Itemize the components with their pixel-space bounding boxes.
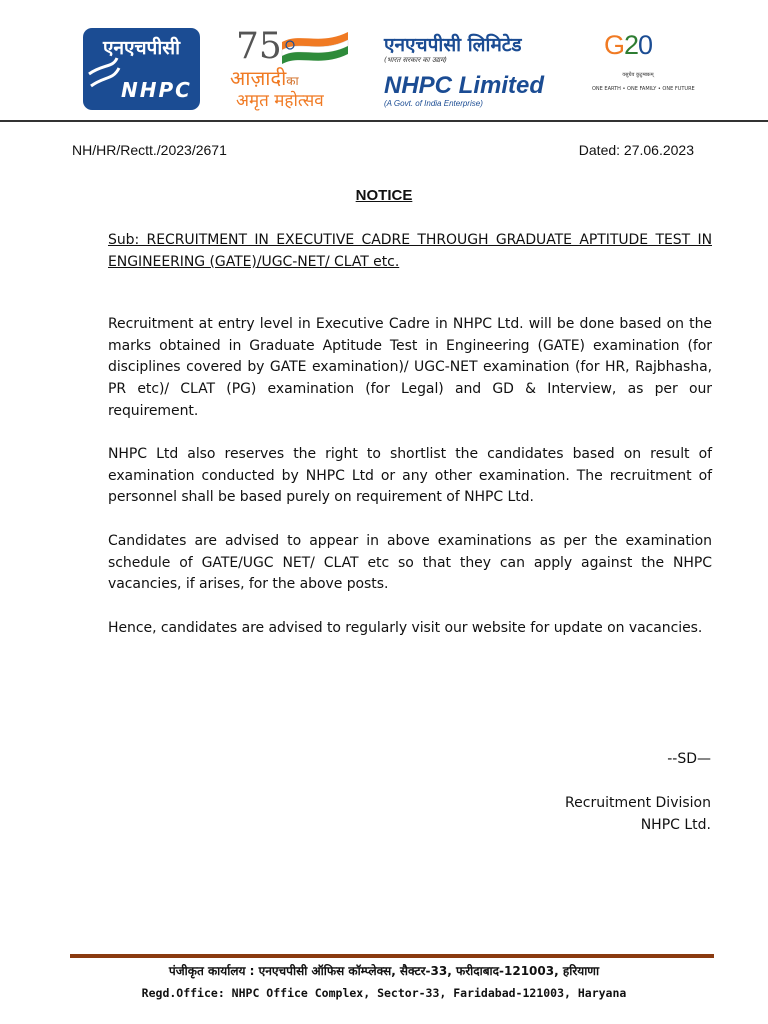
logo-75-number: 75 — [236, 26, 282, 66]
signature: --SD— — [667, 751, 711, 767]
footer-divider — [70, 954, 714, 958]
paragraph-exam-advice: Candidates are advised to appear in above examinations as per the examination schedule of GATE/UGC NET/ CLAT etc so that they can apply against the NHPC vacancies, if arises, for the above posts. — [108, 533, 712, 593]
reference-line — [72, 142, 694, 160]
paragraph-recruitment-basis: Recruitment at entry level in Executive Cadre in NHPC Ltd. will be done based on the marks obtained in Graduate Aptitude Test in Engineering (GATE) examination (for disciplines covered by GATE examination)/ UGC-NET examination (for HR, Rajbhasha, PR etc)/ CLAT (PG) examination (for Legal) and GD & Interview, as per our requirement. — [108, 316, 712, 419]
letter-date: Dated: 27.06.2023 — [578, 142, 694, 158]
nhpc-logo-english: NHPC — [121, 78, 192, 102]
nhpc-logo-hindi: एनएचपीसी — [102, 37, 181, 59]
company-tagline-hindi: (भारत सरकार का उद्यम) — [384, 56, 447, 64]
azadi-line1: आज़ादीका — [230, 66, 299, 90]
footer-address-hindi: पंजीकृत कार्यालय : एनएचपीसी ऑफिस कॉम्प्लेक्स, सैक्टर-33, फरीदाबाद-121003, हरियाणा — [168, 964, 600, 978]
g20-tagline-english: ONE EARTH • ONE FAMILY • ONE FUTURE — [592, 86, 695, 92]
paragraph-website-advice: Hence, candidates are advised to regularly visit our website for update on vacancies. — [108, 620, 703, 636]
notice-title: NOTICE — [355, 187, 413, 204]
header-divider — [0, 120, 768, 122]
company-name-hindi: एनएचपीसी लिमिटेड — [384, 34, 522, 56]
g20-tagline-hindi: वसुधैव कुटुम्बकम् — [622, 72, 654, 78]
company-name-english: NHPC Limited — [384, 72, 545, 99]
flag-75-icon — [228, 20, 364, 66]
azadi-line2: अमृत महोत्सव — [236, 91, 324, 111]
azadi-ka-amrit-mahotsav-logo — [228, 20, 364, 112]
subject-line: Sub: RECRUITMENT IN EXECUTIVE CADRE THROUGH GRADUATE APTITUDE TEST IN ENGINEERING (GATE)/UGC-NET/ CLAT etc. — [108, 232, 712, 270]
issuing-company: NHPC Ltd. — [640, 817, 711, 833]
g20-logo — [592, 30, 695, 104]
company-name-block — [384, 34, 554, 108]
company-tagline-english: (A Govt. of India Enterprise) — [384, 99, 483, 108]
paragraph-shortlisting: NHPC Ltd also reserves the right to shortlist the candidates based on result of examination conducted by NHPC Ltd or any other examination. The recruitment of personnel shall be based purely on requirement of NHPC Ltd. — [108, 446, 712, 506]
footer-address-english: Regd.Office: NHPC Office Complex, Sector-33, Faridabad-121003, Haryana — [141, 986, 627, 1000]
issuing-division: Recruitment Division — [565, 795, 711, 811]
nhpc-logo — [83, 28, 200, 110]
g20-wordmark: G20 — [604, 30, 653, 60]
reference-number: NH/HR/Rectt./2023/2671 — [72, 142, 227, 158]
